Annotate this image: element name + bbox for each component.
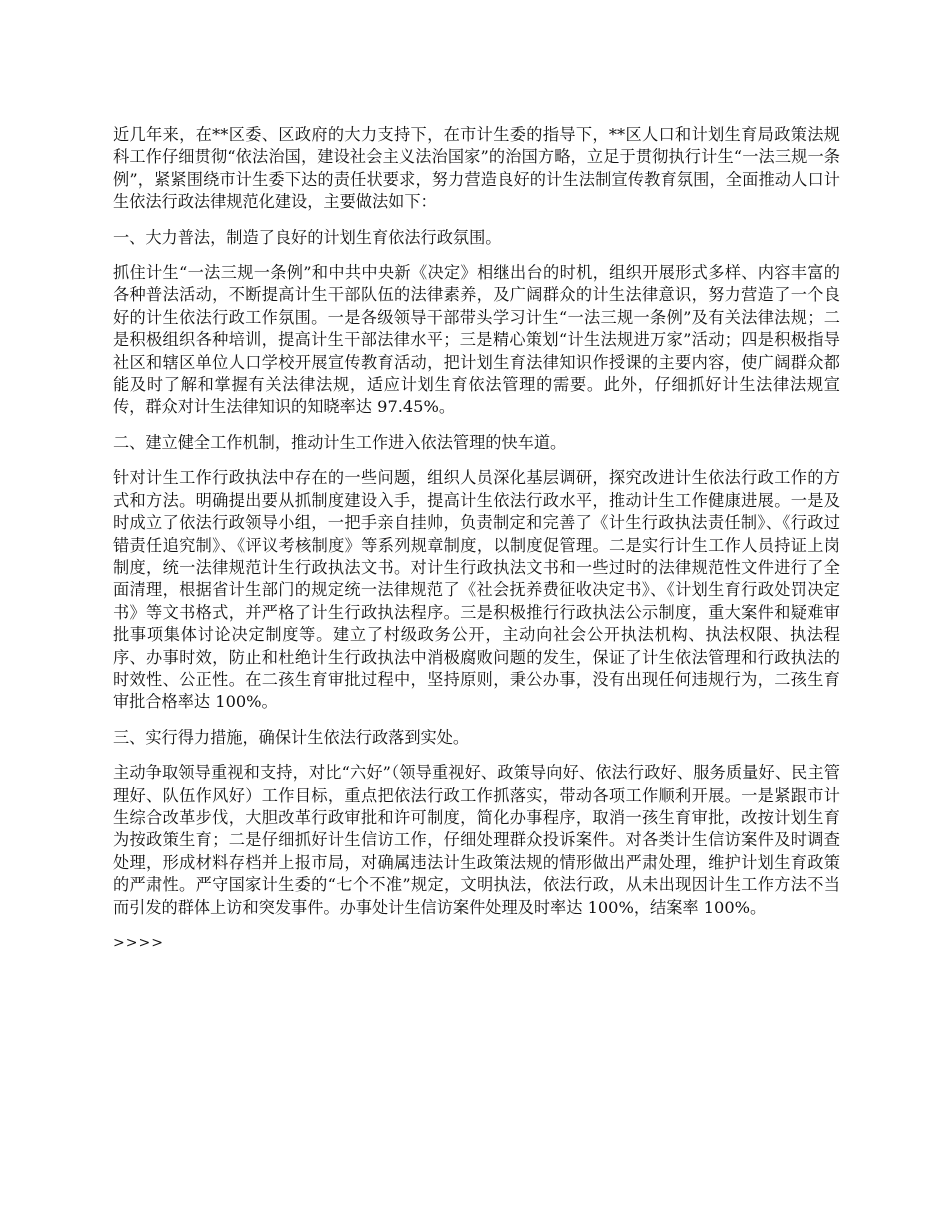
document-body <box>113 124 840 954</box>
section-1-paragraph: 抓住计生“一法三规一条例”和中共中央新《决定》相继出台的时机，组织开展形式多样、内容丰富的各种普法活动，不断提高计生干部队伍的法律素养，及广阔群众的计生法律意识，努力营造了一个良好的计生依法行政工作氛围。一是各级领导干部带头学习计生“一法三规一条例”及有关法律法规；二是积极组织各种培训，提高计生干部法律水平；三是精心策划“计生法规进万家”活动；四是积极指导社区和辖区单位人口学校开展宣传教育活动，把计划生育法律知识作授课的主要内容，使广阔群众都能及时了解和掌握有关法律法规，适应计划生育依法管理的需要。此外，仔细抓好计生法律法规宣传，群众对计生法律知识的知晓率达 97.45%。 <box>113 263 840 417</box>
intro-paragraph: 近几年来，在**区委、区政府的大力支持下，在市计生委的指导下，**区人口和计划生育局政策法规科工作仔细贯彻“依法治国，建设社会主义法治国家”的治国方略，立足于贯彻执行计生“一法三规一条例”，紧紧围绕市计生委下达的责任状要求，努力营造良好的计生法制宣传教育氛围，全面推动人口计生依法行政法律规范化建设，主要做法如下： <box>113 125 840 212</box>
section-3-paragraph: 主动争取领导重视和支持，对比“六好”（领导重视好、政策导向好、依法行政好、服务质量好、民主管理好、队伍作风好）工作目标，重点把依法行政工作抓落实，带动各项工作顺利开展。一是紧跟市计生综合改革步伐，大胆改革行政审批和许可制度，简化办事程序，取消一孩生育审批，改按计划生育为按政策生育；二是仔细抓好计生信访工作，仔细处理群众投诉案件。对各类计生信访案件及时调查处理，形成材料存档并上报市局，对确属违法计生政策法规的情形做出严肃处理，维护计划生育政策的严肃性。严守国家计生委的“七个不准”规定，文明执法，依法行政，从未出现因计生工作方法不当而引发的群体上访和突发事件。办事处计生信访案件处理及时率达 100%，结案率 100%。 <box>113 763 840 917</box>
section-1-heading: 一、大力普法，制造了良好的计划生育依法行政氛围。 <box>113 227 502 247</box>
section-2-paragraph: 针对计生工作行政执法中存在的一些问题，组织人员深化基层调研，探究改进计生依法行政工作的方式和方法。明确提出要从抓制度建设入手，提高计生依法行政水平，推动计生工作健康进展。一是及时成立了依法行政领导小组，一把手亲自挂帅，负责制定和完善了《计生行政执法责任制》、《行政过错责任追究制》、《评议考核制度》等系列规章制度，以制度促管理。二是实行计生工作人员持证上岗制度，统一法律规范计生行政执法文书。对计生行政执法文书和一些过时的法律规范性文件进行了全面清理，根据省计生部门的规定统一法律规范了《社会抚养费征收决定书》、《计划生育行政处罚决定书》等文书格式，并严格了计生行政执法程序。三是积极推行行政执法公示制度，重大案件和疑难审批事项集体讨论决定制度等。建立了村级政务公开，主动向社会公开执法机构、执法权限、执法程序、办事时效，防止和杜绝计生行政执法中消极腐败问题的发生，保证了计生依法管理和行政执法的时效性、公正性。在二孩生育审批过程中，坚持原则，秉公办事，没有出现任何违规行为，二孩生育审批合格率达 100%。 <box>113 468 840 712</box>
section-3-heading: 三、实行得力措施，确保计生依法行政落到实处。 <box>113 727 470 747</box>
continuation-marker: >>>> <box>113 935 164 951</box>
section-2-heading: 二、建立健全工作机制，推动计生工作进入依法管理的快车道。 <box>113 432 567 452</box>
